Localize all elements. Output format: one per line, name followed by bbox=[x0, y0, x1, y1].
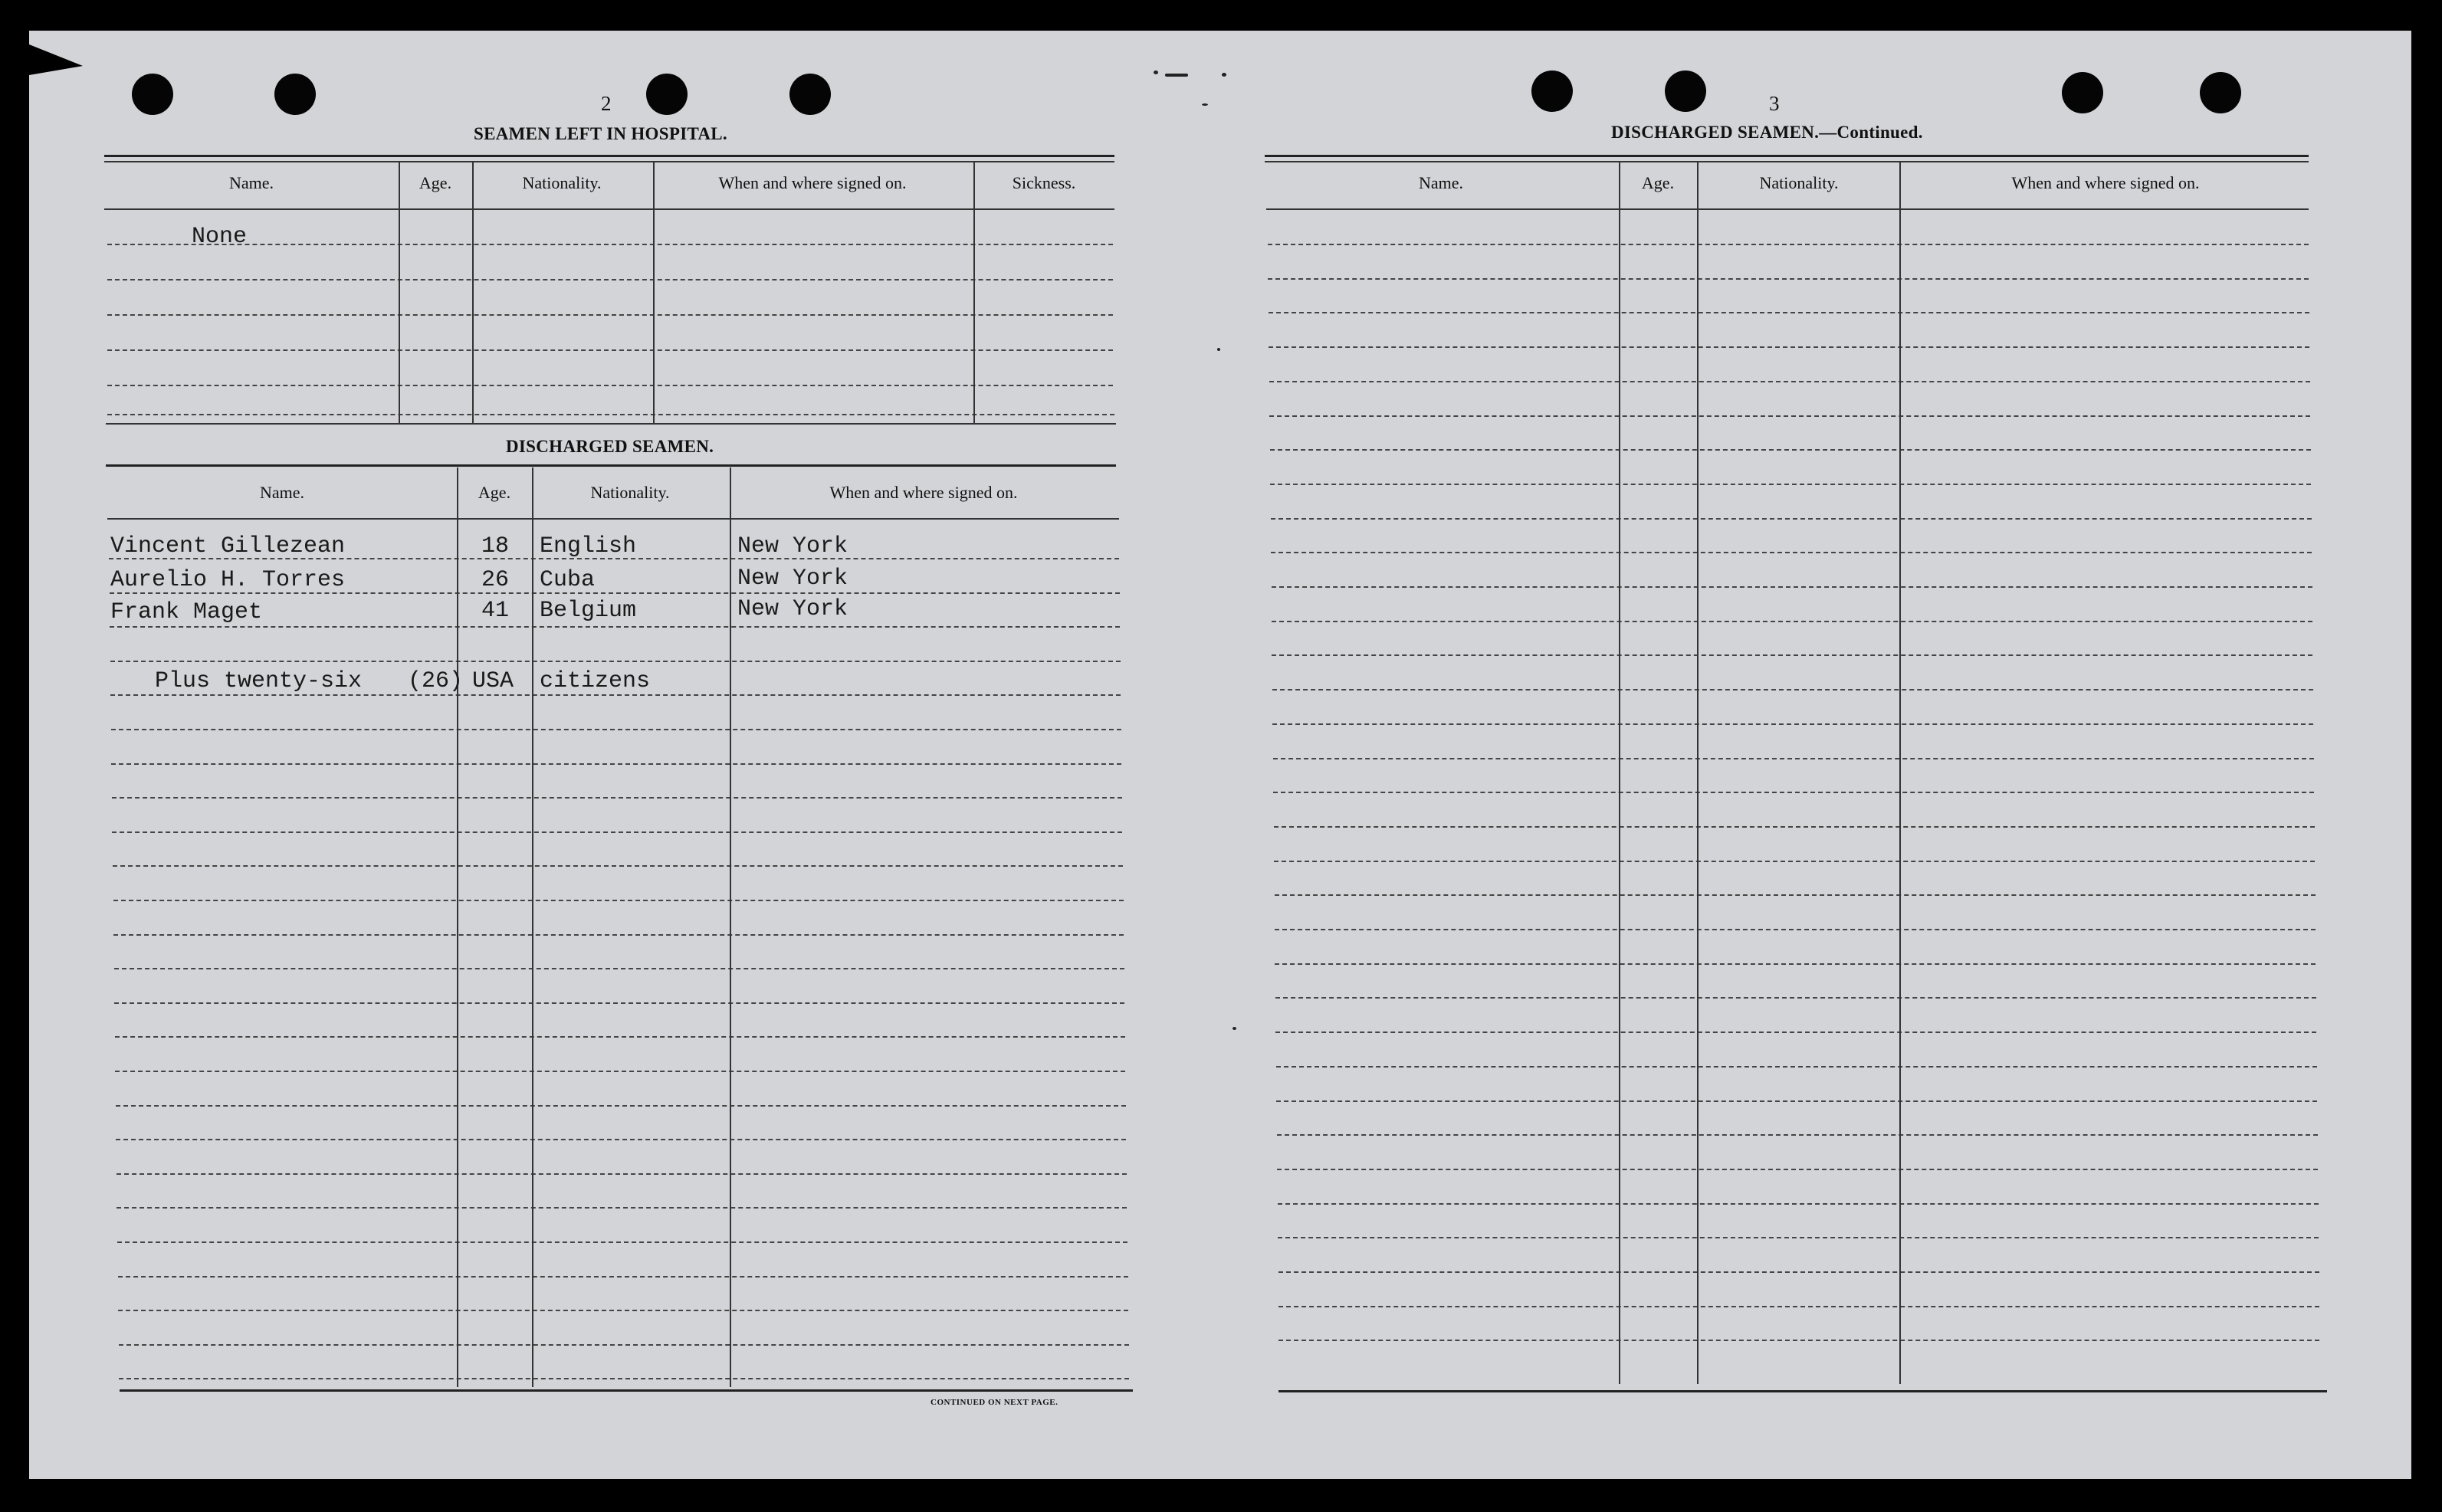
dotted-line bbox=[1275, 963, 2316, 965]
dotted-line bbox=[117, 1207, 1127, 1209]
dotted-line bbox=[1277, 1169, 2318, 1170]
dotted-line bbox=[1273, 758, 2314, 759]
seaman-age: 26 bbox=[481, 567, 510, 593]
col-header-sickness: Sickness. bbox=[1012, 173, 1076, 192]
punch-hole bbox=[1665, 71, 1706, 112]
dotted-line bbox=[117, 1173, 1127, 1175]
dotted-line bbox=[107, 414, 1114, 415]
dotted-line bbox=[107, 244, 1113, 245]
dotted-line bbox=[1278, 1340, 2319, 1341]
dotted-line bbox=[1269, 312, 2309, 313]
dotted-line bbox=[1274, 861, 2315, 862]
col-header-age: Age. bbox=[1641, 173, 1675, 192]
dotted-line bbox=[117, 1241, 1127, 1243]
rule bbox=[1265, 155, 2309, 157]
dotted-line bbox=[116, 1105, 1126, 1107]
dotted-line bbox=[1272, 586, 2312, 588]
rule bbox=[1278, 1390, 2327, 1392]
rule bbox=[104, 155, 1114, 157]
col-divider bbox=[973, 162, 975, 425]
dotted-line bbox=[116, 1139, 1126, 1140]
seaman-nationality: Belgium bbox=[540, 598, 637, 624]
seaman-name: Frank Maget bbox=[110, 599, 263, 625]
discharged-section-title: DISCHARGED SEAMEN. bbox=[506, 437, 714, 456]
dotted-line bbox=[1273, 792, 2314, 793]
seaman-nationality: English bbox=[540, 533, 637, 559]
punch-hole bbox=[1531, 71, 1573, 112]
seaman-age: 41 bbox=[481, 598, 510, 624]
note-word: citizens bbox=[540, 668, 651, 694]
col-divider bbox=[730, 467, 731, 1387]
hospital-entry-none: None bbox=[192, 224, 248, 250]
dotted-line bbox=[119, 1378, 1129, 1379]
speck bbox=[1202, 103, 1208, 106]
dotted-line bbox=[114, 1002, 1124, 1004]
rule bbox=[1266, 208, 2309, 210]
dotted-line bbox=[1275, 894, 2316, 896]
page-number: 2 bbox=[601, 92, 612, 115]
punch-hole bbox=[274, 74, 316, 115]
dotted-line bbox=[1271, 518, 2312, 520]
dotted-line bbox=[1272, 621, 2312, 622]
rule bbox=[1265, 161, 2309, 162]
punch-hole bbox=[2062, 72, 2103, 113]
speck bbox=[1154, 71, 1158, 74]
speck bbox=[1217, 348, 1220, 351]
punch-hole bbox=[132, 74, 173, 115]
dotted-line bbox=[1270, 449, 2311, 451]
seaman-signed-on: New York bbox=[737, 596, 848, 622]
col-divider bbox=[1697, 162, 1699, 1384]
dotted-line bbox=[1270, 484, 2311, 485]
dotted-line bbox=[118, 1276, 1128, 1277]
seaman-signed-on: New York bbox=[737, 533, 848, 559]
col-header-signed-on: When and where signed on. bbox=[829, 483, 1018, 502]
dotted-line bbox=[1276, 1066, 2317, 1068]
dotted-line bbox=[110, 626, 1120, 628]
col-header-signed-on: When and where signed on. bbox=[2011, 173, 2200, 192]
dotted-line bbox=[111, 763, 1121, 765]
punch-hole bbox=[789, 74, 831, 115]
dotted-line bbox=[110, 661, 1121, 662]
col-header-name: Name. bbox=[259, 483, 305, 502]
dotted-line bbox=[1269, 346, 2309, 348]
punch-hole bbox=[646, 74, 688, 115]
col-divider bbox=[653, 162, 655, 425]
col-header-name: Name. bbox=[1418, 173, 1464, 192]
page-number: 3 bbox=[1769, 92, 1780, 115]
dotted-line bbox=[1275, 929, 2316, 930]
col-divider bbox=[472, 162, 474, 425]
seaman-name: Vincent Gillezean bbox=[110, 533, 346, 559]
dotted-line bbox=[1274, 826, 2315, 828]
dotted-line bbox=[1278, 1203, 2319, 1205]
dotted-line bbox=[110, 694, 1121, 696]
speck bbox=[1165, 74, 1188, 77]
dotted-line bbox=[1268, 278, 2309, 280]
col-header-nationality: Nationality. bbox=[1759, 173, 1839, 192]
rule bbox=[106, 423, 1116, 425]
dotted-line bbox=[1271, 552, 2312, 553]
note-country: USA bbox=[472, 668, 514, 694]
dotted-line bbox=[1272, 689, 2313, 690]
dotted-line bbox=[107, 385, 1113, 386]
rule bbox=[107, 518, 1119, 520]
dotted-line bbox=[1278, 1306, 2319, 1307]
rule bbox=[106, 464, 1116, 467]
dotted-line bbox=[1275, 1032, 2316, 1033]
rule bbox=[104, 161, 1114, 162]
dotted-line bbox=[119, 1344, 1129, 1346]
document-sheet bbox=[29, 31, 2411, 1479]
dotted-line bbox=[113, 865, 1123, 867]
dotted-line bbox=[112, 797, 1122, 799]
col-header-name: Name. bbox=[228, 173, 274, 192]
dotted-line bbox=[107, 314, 1113, 316]
dotted-line bbox=[107, 279, 1113, 280]
dotted-line bbox=[115, 1071, 1125, 1072]
dotted-line bbox=[1278, 1271, 2319, 1273]
dotted-line bbox=[1269, 381, 2310, 382]
rule bbox=[104, 208, 1114, 210]
punch-hole bbox=[2200, 72, 2241, 113]
col-header-nationality: Nationality. bbox=[590, 483, 670, 502]
continued-footer: CONTINUED ON NEXT PAGE. bbox=[931, 1398, 1059, 1407]
col-header-age: Age. bbox=[478, 483, 511, 502]
col-divider bbox=[457, 467, 458, 1387]
speck bbox=[1232, 1027, 1236, 1030]
hospital-section-title: SEAMEN LEFT IN HOSPITAL. bbox=[474, 124, 727, 143]
dotted-line bbox=[118, 1310, 1128, 1311]
col-divider bbox=[399, 162, 400, 425]
dotted-line bbox=[115, 1036, 1125, 1038]
dotted-line bbox=[113, 934, 1124, 936]
dotted-line bbox=[113, 900, 1124, 901]
dotted-line bbox=[111, 729, 1121, 730]
dotted-line bbox=[1269, 415, 2310, 417]
discharged-continued-title: DISCHARGED SEAMEN.—Continued. bbox=[1611, 123, 1923, 142]
seaman-name: Aurelio H. Torres bbox=[110, 567, 346, 593]
col-header-age: Age. bbox=[418, 173, 452, 192]
speck bbox=[1222, 73, 1226, 77]
seaman-nationality: Cuba bbox=[540, 567, 596, 593]
dotted-line bbox=[114, 968, 1124, 969]
dotted-line bbox=[1272, 654, 2312, 656]
seaman-signed-on: New York bbox=[737, 566, 848, 592]
col-divider bbox=[1899, 162, 1901, 1384]
rule bbox=[120, 1389, 1133, 1392]
dotted-line bbox=[107, 349, 1113, 351]
col-header-signed-on: When and where signed on. bbox=[718, 173, 907, 192]
col-divider bbox=[532, 467, 533, 1387]
seaman-age: 18 bbox=[481, 533, 510, 559]
dotted-line bbox=[1275, 997, 2316, 999]
note-text: Plus twenty-six bbox=[155, 668, 363, 694]
dotted-line bbox=[1272, 723, 2313, 725]
dotted-line bbox=[1276, 1100, 2317, 1102]
dotted-line bbox=[1278, 1237, 2319, 1238]
dotted-line bbox=[112, 831, 1122, 833]
col-header-nationality: Nationality. bbox=[522, 173, 602, 192]
dotted-line bbox=[1268, 244, 2309, 245]
dotted-line bbox=[1277, 1134, 2318, 1136]
col-divider bbox=[1619, 162, 1620, 1384]
note-count: (26) bbox=[408, 668, 464, 694]
